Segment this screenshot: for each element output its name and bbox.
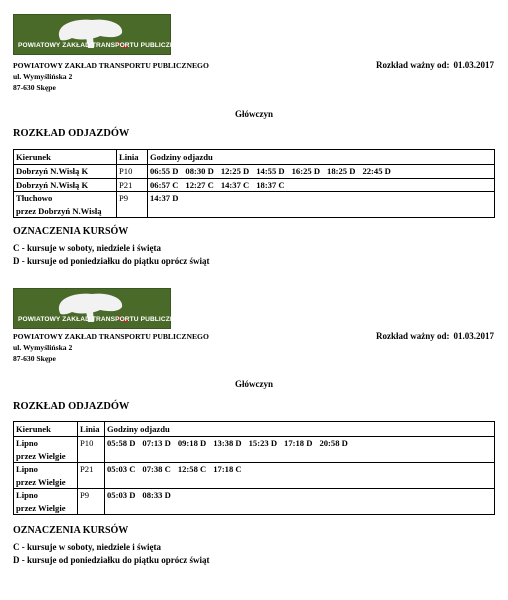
company-street: ul. Wymyślińska 2 (13, 72, 73, 81)
direction-cell: Dobrzyń N.Wisłą K (14, 178, 117, 192)
stop-name: Główczyn (235, 379, 273, 389)
company-street: ul. Wymyślińska 2 (13, 343, 73, 352)
departure-time: 16:25 D (291, 166, 321, 176)
departure-time: 09:18 D (177, 438, 207, 448)
header-times: Godziny odjazdu (148, 150, 495, 165)
departure-time: 14:37 C (220, 179, 250, 190)
header-direction: Kierunek (14, 150, 117, 165)
departure-time: 12:27 C (185, 179, 214, 190)
departure-time: 15:23 D (248, 438, 278, 448)
validity-label: Rozkład ważny od: (375, 60, 450, 70)
company-city: 87-630 Skępe (13, 354, 56, 363)
departure-time: 20:58 D (319, 438, 348, 448)
departure-time: 08:30 D (185, 166, 214, 176)
legend-item-c: C - kursuje w soboty, niedziele i święta (13, 542, 161, 552)
departure-time: 18:25 D (327, 166, 356, 176)
company-logo (13, 288, 190, 329)
line-cell: P10 (117, 165, 148, 179)
departure-time: 12:58 C (177, 464, 207, 474)
legend-title: OZNACZENIA KURSÓW (13, 525, 129, 536)
line-cell: P21 (78, 463, 105, 489)
line-cell: P21 (117, 178, 148, 192)
header-times: Godziny odjazdu (105, 422, 495, 437)
table-row (14, 463, 495, 489)
company-address (13, 331, 209, 364)
line-cell: P9 (78, 489, 105, 515)
direction-cell: Lipno przez Wielgie (14, 489, 78, 515)
departure-time: 07:13 D (142, 438, 171, 448)
departure-time: 17:18 C (213, 464, 242, 474)
line-cell: P9 (117, 192, 148, 218)
departure-time: 12:25 D (220, 166, 250, 176)
legend (13, 525, 210, 567)
company-name: POWIATOWY ZAKŁAD TRANSPORTU PUBLICZNEGO (13, 332, 209, 341)
legend-item-d: D - kursuje od poniedziałku do piątku oprócz świąt (13, 256, 210, 266)
section-title: ROZKŁAD ODJAZDÓW (13, 401, 130, 412)
legend-item-d: D - kursuje od poniedziałku do piątku oprócz świąt (13, 555, 210, 565)
logo-text: POWIATOWY ZAKŁAD TRANSPORTU PUBLICZNEGO (18, 42, 190, 49)
company-name: POWIATOWY ZAKŁAD TRANSPORTU PUBLICZNEGO (13, 61, 209, 70)
header-line: Linia (117, 150, 148, 165)
header-direction: Kierunek (14, 422, 78, 437)
company-city: 87-630 Skępe (13, 83, 56, 92)
direction-cell: Tłuchowo przez Dobrzyń N.Wisłą (14, 192, 117, 218)
table-row (14, 437, 495, 463)
departure-time: 08:33 D (142, 490, 171, 500)
table-row (14, 489, 495, 515)
validity-label: Rozkład ważny od: (375, 331, 450, 341)
direction-cell: Lipno przez Wielgie (14, 437, 78, 463)
validity-date: 01.03.2017 (453, 331, 494, 341)
departure-time: 14:55 D (256, 166, 285, 176)
line-cell: P10 (78, 437, 105, 463)
header-line: Linia (78, 422, 105, 437)
tree-logo-icon (14, 289, 190, 330)
departures-table (13, 421, 495, 515)
departure-time: 05:03 D (107, 490, 136, 500)
direction-cell: Lipno przez Wielgie (14, 463, 78, 489)
validity-date: 01.03.2017 (453, 60, 494, 70)
table-header-row (14, 422, 495, 437)
departure-time: 07:38 C (142, 464, 171, 474)
departure-time: 06:55 D (150, 166, 179, 176)
departure-time: 05:58 D (107, 438, 136, 448)
times-cell (105, 489, 495, 515)
departure-time: 05:03 C (107, 464, 136, 474)
direction-cell: Dobrzyń N.Wisłą K (14, 165, 117, 179)
departure-time: 18:37 C (256, 179, 285, 190)
legend-title: OZNACZENIA KURSÓW (13, 226, 129, 237)
departure-time: 13:38 D (213, 438, 242, 448)
logo-text: POWIATOWY ZAKŁAD TRANSPORTU PUBLICZNEGO (18, 316, 190, 323)
departure-time: 14:37 D (150, 193, 179, 203)
stop-name: Główczyn (235, 109, 273, 119)
section-title: ROZKŁAD ODJAZDÓW (13, 128, 130, 139)
legend-item-c: C - kursuje w soboty, niedziele i święta (13, 243, 161, 253)
times-cell (105, 437, 495, 463)
departure-time: 06:57 C (150, 179, 179, 190)
times-cell (105, 463, 495, 489)
departure-time: 22:45 D (362, 166, 391, 176)
departure-time: 17:18 D (284, 438, 313, 448)
